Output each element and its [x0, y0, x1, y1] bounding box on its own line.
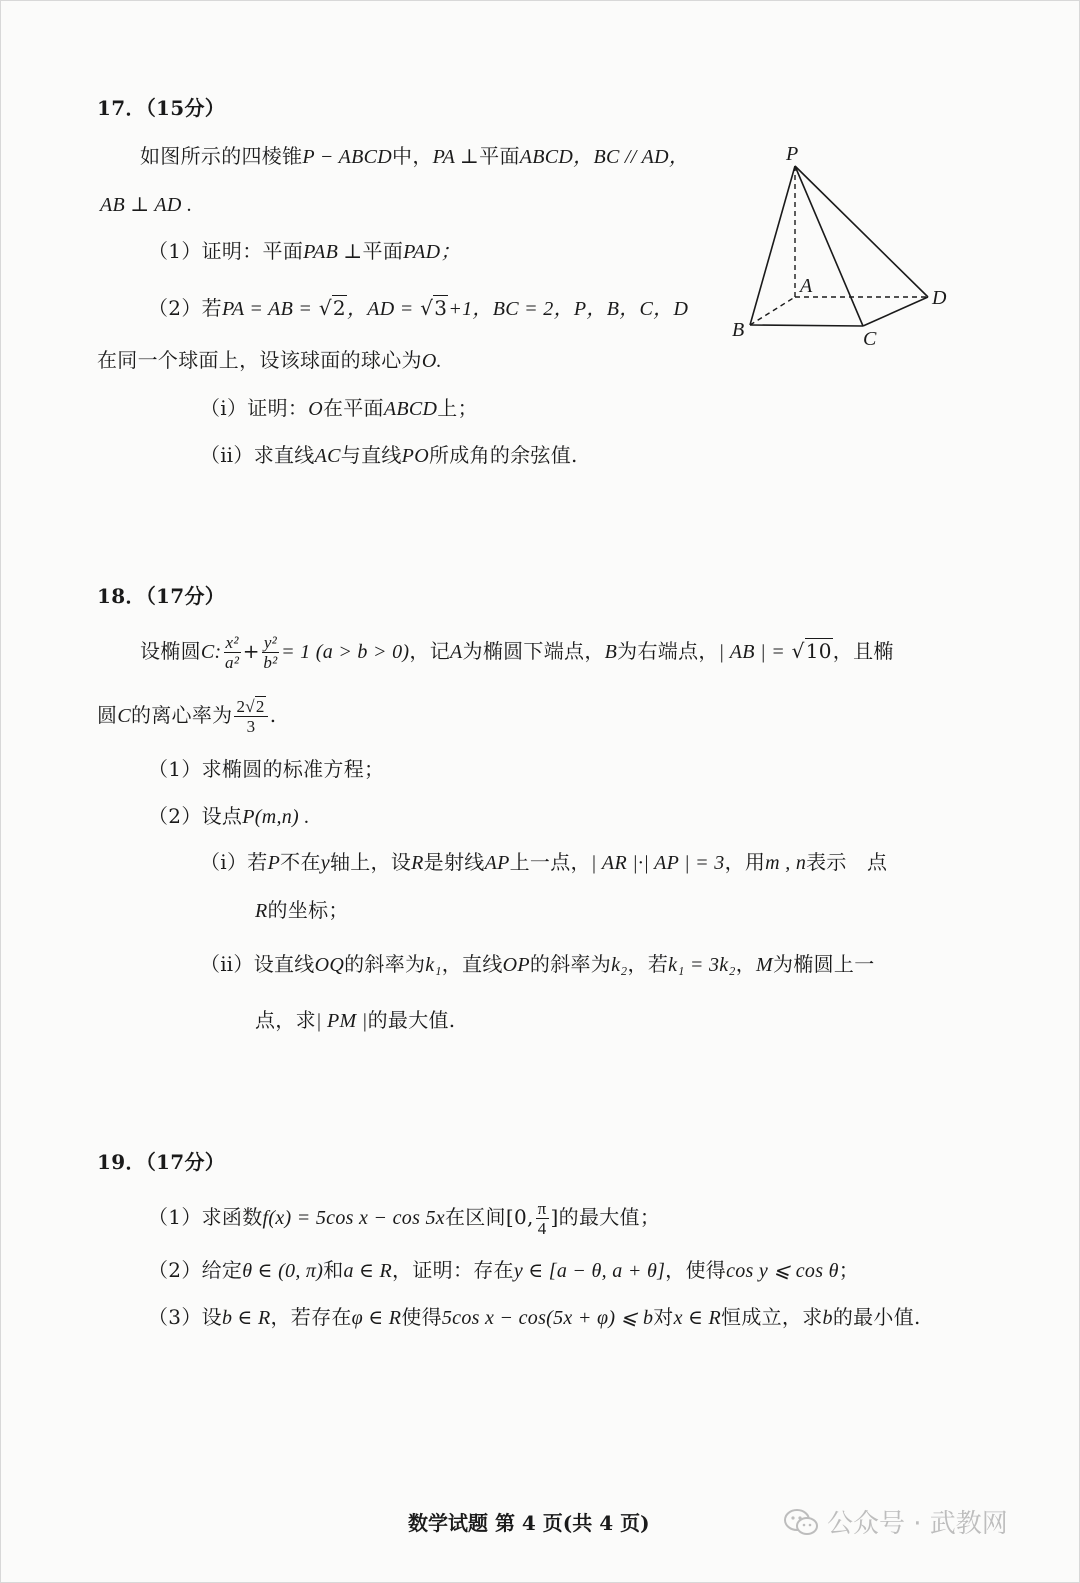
q18-part2-i: （ⅰ）若P不在y轴上，设R是射线AP上一点，| AR |·| AP | = 3，用m , n表示 点 — [200, 850, 888, 874]
q17-part2-i: （ⅰ）证明：O在平面ABCD上； — [200, 396, 478, 420]
q18-heading: 18．（17分） — [97, 584, 226, 608]
q18-part2: （2）设点P(m,n) . — [148, 804, 310, 828]
q19-part1: （1）求函数f(x) = 5cos x − cos 5x在区间[0, $\frac{\pi}{4}$ ]的最大值； — [148, 1199, 661, 1238]
q17-intro-line2: AB ⊥ AD . — [100, 194, 193, 216]
label-C: C — [863, 328, 877, 350]
q19-part2: （2）给定θ ∈ (0, π)和a ∈ R，证明：存在y ∈ [a − θ, a + θ]，使得cos y ⩽ cos θ； — [148, 1258, 860, 1282]
q18-line2: 圆C的离心率为 $\frac{2√2}{3}$ . — [97, 697, 277, 736]
label-B: B — [732, 319, 745, 341]
label-A: A — [800, 275, 813, 297]
q19-part3: （3）设b ∈ R，若存在φ ∈ R使得5cos x − cos(5x + φ) ⩽ b对x ∈ R恒成立，求b的最小值. — [148, 1305, 921, 1329]
q17-heading: 17．（15分） — [97, 96, 226, 120]
edge-BC — [750, 325, 863, 326]
pyramid-diagram — [720, 140, 960, 360]
edge-PD — [795, 166, 928, 297]
q17-part1: （1）证明：平面PAB ⊥平面PAD； — [148, 239, 461, 263]
wechat-icon — [783, 1507, 819, 1537]
q17-part2-ii: （ⅱ）求直线AC与直线PO所成角的余弦值. — [200, 443, 578, 467]
watermark — [783, 1503, 1008, 1540]
q17-part2: （2）若PA = AB = √2，AD = √3+1，BC = 2，P，B，C，D — [148, 296, 689, 320]
q18-part2-ii: （ⅱ）设直线OQ的斜率为k₁，直线OP的斜率为k₂，若k₁ = 3k₂，M为椭圆上一 — [200, 952, 875, 976]
watermark-text: 公众号 · 武教网 — [827, 1509, 1008, 1539]
edge-CD — [863, 297, 928, 326]
q18-part1: （1）求椭圆的标准方程； — [148, 757, 385, 781]
q17-intro-line1: 如图所示的四棱锥P − ABCD中，PA ⊥平面ABCD，BC // AD， — [140, 144, 690, 168]
q18-part2-ii-cont: 点，求| PM |的最大值. — [255, 1008, 456, 1032]
q17-part2-cont: 在同一个球面上，设该球面的球心为O. — [97, 348, 442, 372]
label-P: P — [786, 143, 799, 165]
edge-PC — [795, 166, 863, 326]
q18-part2-i-cont: R的坐标； — [255, 898, 349, 922]
q19-heading: 19．（17分） — [97, 1150, 226, 1174]
label-D: D — [932, 287, 947, 309]
page-footer: 数学试题 第 4 页(共 4 页) — [408, 1511, 650, 1535]
q18-line1: 设椭圆C: $\frac{\text{x²}}{\text{a²}}$ + $\frac{\text{y²}}{\text{b²}}$ = 1 (a > b > 0)，记A为椭圆下端点，B为右端点，| AB | = √10，且椭 — [140, 633, 894, 672]
